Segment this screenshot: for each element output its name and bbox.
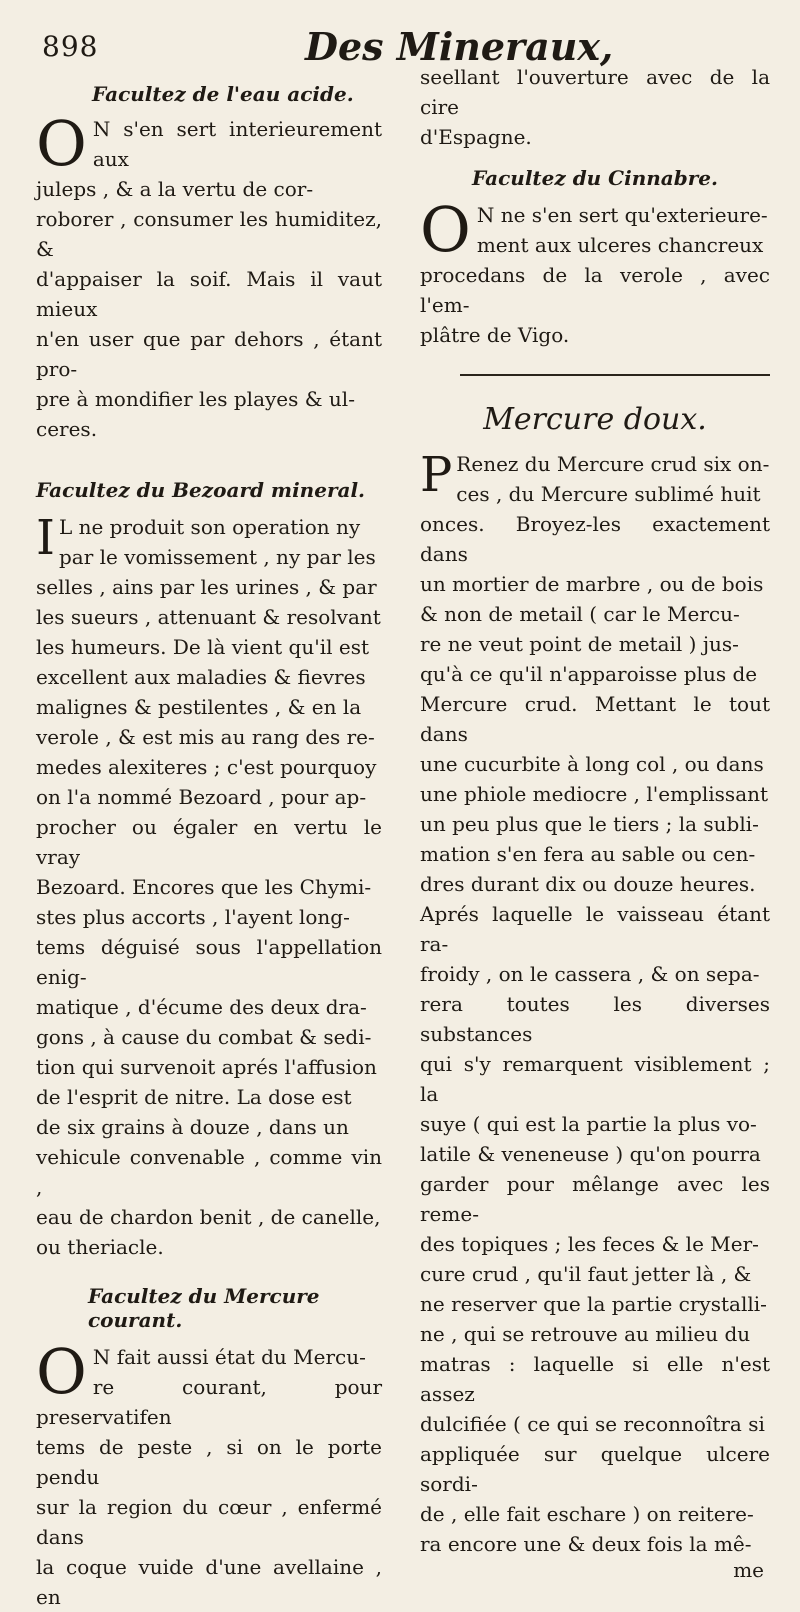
text-line: des topiques ; les feces & le Mer- <box>420 1232 759 1256</box>
text-line: les sueurs , attenuant & resolvant <box>36 605 381 629</box>
drop-capital: O <box>36 1335 87 1408</box>
drop-capital: I <box>36 510 55 566</box>
text-line: dulcifiée ( ce qui se reconnoîtra si <box>420 1412 765 1436</box>
text-line: medes alexiteres ; c'est pourquoy <box>36 755 377 779</box>
section-cinnabre <box>420 166 770 350</box>
text-line: juleps , & a la vertu de cor- <box>36 177 314 201</box>
text-line: dres durant dix ou douze heures. <box>420 872 756 896</box>
text-line: un mortier de marbre , ou de bois <box>420 572 764 596</box>
page-header <box>0 14 800 69</box>
right-column <box>420 64 770 1581</box>
text-line: N s'en sert interieurement aux <box>92 117 382 171</box>
text-line: L ne produit son operation ny <box>58 515 361 539</box>
text-line: mation s'en fera au sable ou cen- <box>420 842 756 866</box>
page-number: 898 <box>42 30 99 63</box>
text-line: les humeurs. De là vient qu'il est <box>36 635 370 659</box>
text-line: la coque vuide d'une avellaine , en <box>36 1555 382 1609</box>
text-line: appliquée sur quelque ulcere sordi- <box>420 1442 770 1496</box>
text-line: tion qui survenoit aprés l'affusion <box>36 1055 377 1079</box>
text-line: un peu plus que le tiers ; la subli- <box>420 812 759 836</box>
text-line: & non de metail ( car le Mercu- <box>420 602 740 626</box>
running-title: Des Mineraux, <box>305 24 614 69</box>
text-line: n'en user que par dehors , étant pro- <box>36 327 382 381</box>
text-line: Aprés laquelle le vaisseau étant ra- <box>420 902 770 956</box>
text-line: verole , & est mis au rang des re- <box>36 725 375 749</box>
text-line: N ne s'en sert qu'exterieure- <box>476 203 768 227</box>
text-line: re ne veut point de metail ) jus- <box>420 632 739 656</box>
text-line: eau de chardon benit , de canelle, <box>36 1205 381 1229</box>
text-line: ou theriacle. <box>36 1235 164 1259</box>
text-line: cure crud , qu'il faut jetter là , & <box>420 1262 752 1286</box>
text-line: de six grains à douze , dans un <box>36 1115 349 1139</box>
text-line: roborer , consumer les humiditez, & <box>36 207 382 261</box>
text-line: N fait aussi état du Mercu- <box>92 1345 366 1369</box>
section-eau-acide <box>36 82 382 444</box>
drop-capital: O <box>36 107 87 180</box>
text-line: procher ou égaler en vertu le vray <box>36 815 382 869</box>
section-body <box>420 449 770 1581</box>
section-title: Facultez de l'eau acide. <box>92 82 354 106</box>
text-line: matique , d'écume des deux dra- <box>36 995 367 1019</box>
text-line: seellant l'ouverture avec de la cire <box>420 65 770 119</box>
text-line: stes plus accorts , l'ayent long- <box>36 905 350 929</box>
section-bezoard-mineral <box>36 478 382 1262</box>
text-line: ceres. <box>36 417 98 441</box>
text-line: une cucurbite à long col , ou dans <box>420 752 764 776</box>
text-line: latile & veneneuse ) qu'on pourra <box>420 1142 761 1166</box>
text-line: matras : laquelle si elle n'est assez <box>420 1352 770 1406</box>
text-line: d'appaiser la soif. Mais il vaut mieux <box>36 267 382 321</box>
text-line: ne reserver que la partie crystalli- <box>420 1292 767 1316</box>
section-mercure-courant <box>36 1284 382 1612</box>
text-line: de , elle fait eschare ) on reitere- <box>420 1502 754 1526</box>
text-line: par le vomissement , ny par les <box>58 545 376 569</box>
text-line: tems déguisé sous l'appellation enig- <box>36 935 382 989</box>
section-body <box>36 512 382 1262</box>
section-divider <box>460 374 770 376</box>
continuation-text <box>420 62 770 152</box>
text-line: gons , à cause du combat & sedi- <box>36 1025 372 1049</box>
text-line: ces , du Mercure sublimé huit <box>456 482 761 506</box>
text-line: selles , ains par les urines , & par <box>36 575 377 599</box>
text-line: une phiole mediocre , l'emplissant <box>420 782 769 806</box>
section-body <box>36 107 382 444</box>
text-line: excellent aux maladies & fievres <box>36 665 366 689</box>
text-line: procedans de la verole , avec l'em- <box>420 263 770 317</box>
text-line: ra encore une & deux fois la mê- <box>420 1532 752 1556</box>
section-title: Facultez du Cinnabre. <box>472 166 718 190</box>
catchword: me <box>733 1558 764 1582</box>
text-line: d'Espagne. <box>420 125 532 149</box>
section-body <box>420 193 770 350</box>
section-title: Facultez du Bezoard mineral. <box>36 478 366 502</box>
section-body <box>36 1335 382 1612</box>
section-title: Mercure doux. <box>483 402 707 437</box>
text-line: de l'esprit de nitre. La dose est <box>36 1085 352 1109</box>
text-line: re courant, pour preservatifen <box>36 1375 382 1429</box>
text-line: qu'à ce qu'il n'apparoisse plus de <box>420 662 758 686</box>
text-line: suye ( qui est la partie la plus vo- <box>420 1112 757 1136</box>
text-line: sur la region du cœur , enfermé dans <box>36 1495 382 1549</box>
text-line: onces. Broyez-les exactement dans <box>420 512 770 566</box>
text-line: plâtre de Vigo. <box>420 323 570 347</box>
text-line: Renez du Mercure crud six on- <box>456 452 770 476</box>
section-mercure-doux <box>420 402 770 1581</box>
drop-capital: P <box>420 447 453 503</box>
drop-capital: O <box>420 193 471 266</box>
text-line: froidy , on le cassera , & on sepa- <box>420 962 760 986</box>
text-line: ment aux ulceres chancreux <box>476 233 764 257</box>
text-line: ne , qui se retrouve au milieu du <box>420 1322 751 1346</box>
left-column <box>36 64 382 1612</box>
text-line: on l'a nommé Bezoard , pour ap- <box>36 785 367 809</box>
text-line: rera toutes les diverses substances <box>420 992 770 1046</box>
text-line: garder pour mêlange avec les reme- <box>420 1172 770 1226</box>
text-line: tems de peste , si on le porte pendu <box>36 1435 382 1489</box>
text-line: malignes & pestilentes , & en la <box>36 695 362 719</box>
section-title: Facultez du Mercure courant. <box>88 1284 320 1332</box>
text-line: qui s'y remarquent visiblement ; la <box>420 1052 770 1106</box>
text-line: pre à mondifier les playes & ul- <box>36 387 355 411</box>
text-line: Bezoard. Encores que les Chymi- <box>36 875 372 899</box>
text-line: Mercure crud. Mettant le tout dans <box>420 692 770 746</box>
text-line: vehicule convenable , comme vin , <box>36 1145 382 1199</box>
